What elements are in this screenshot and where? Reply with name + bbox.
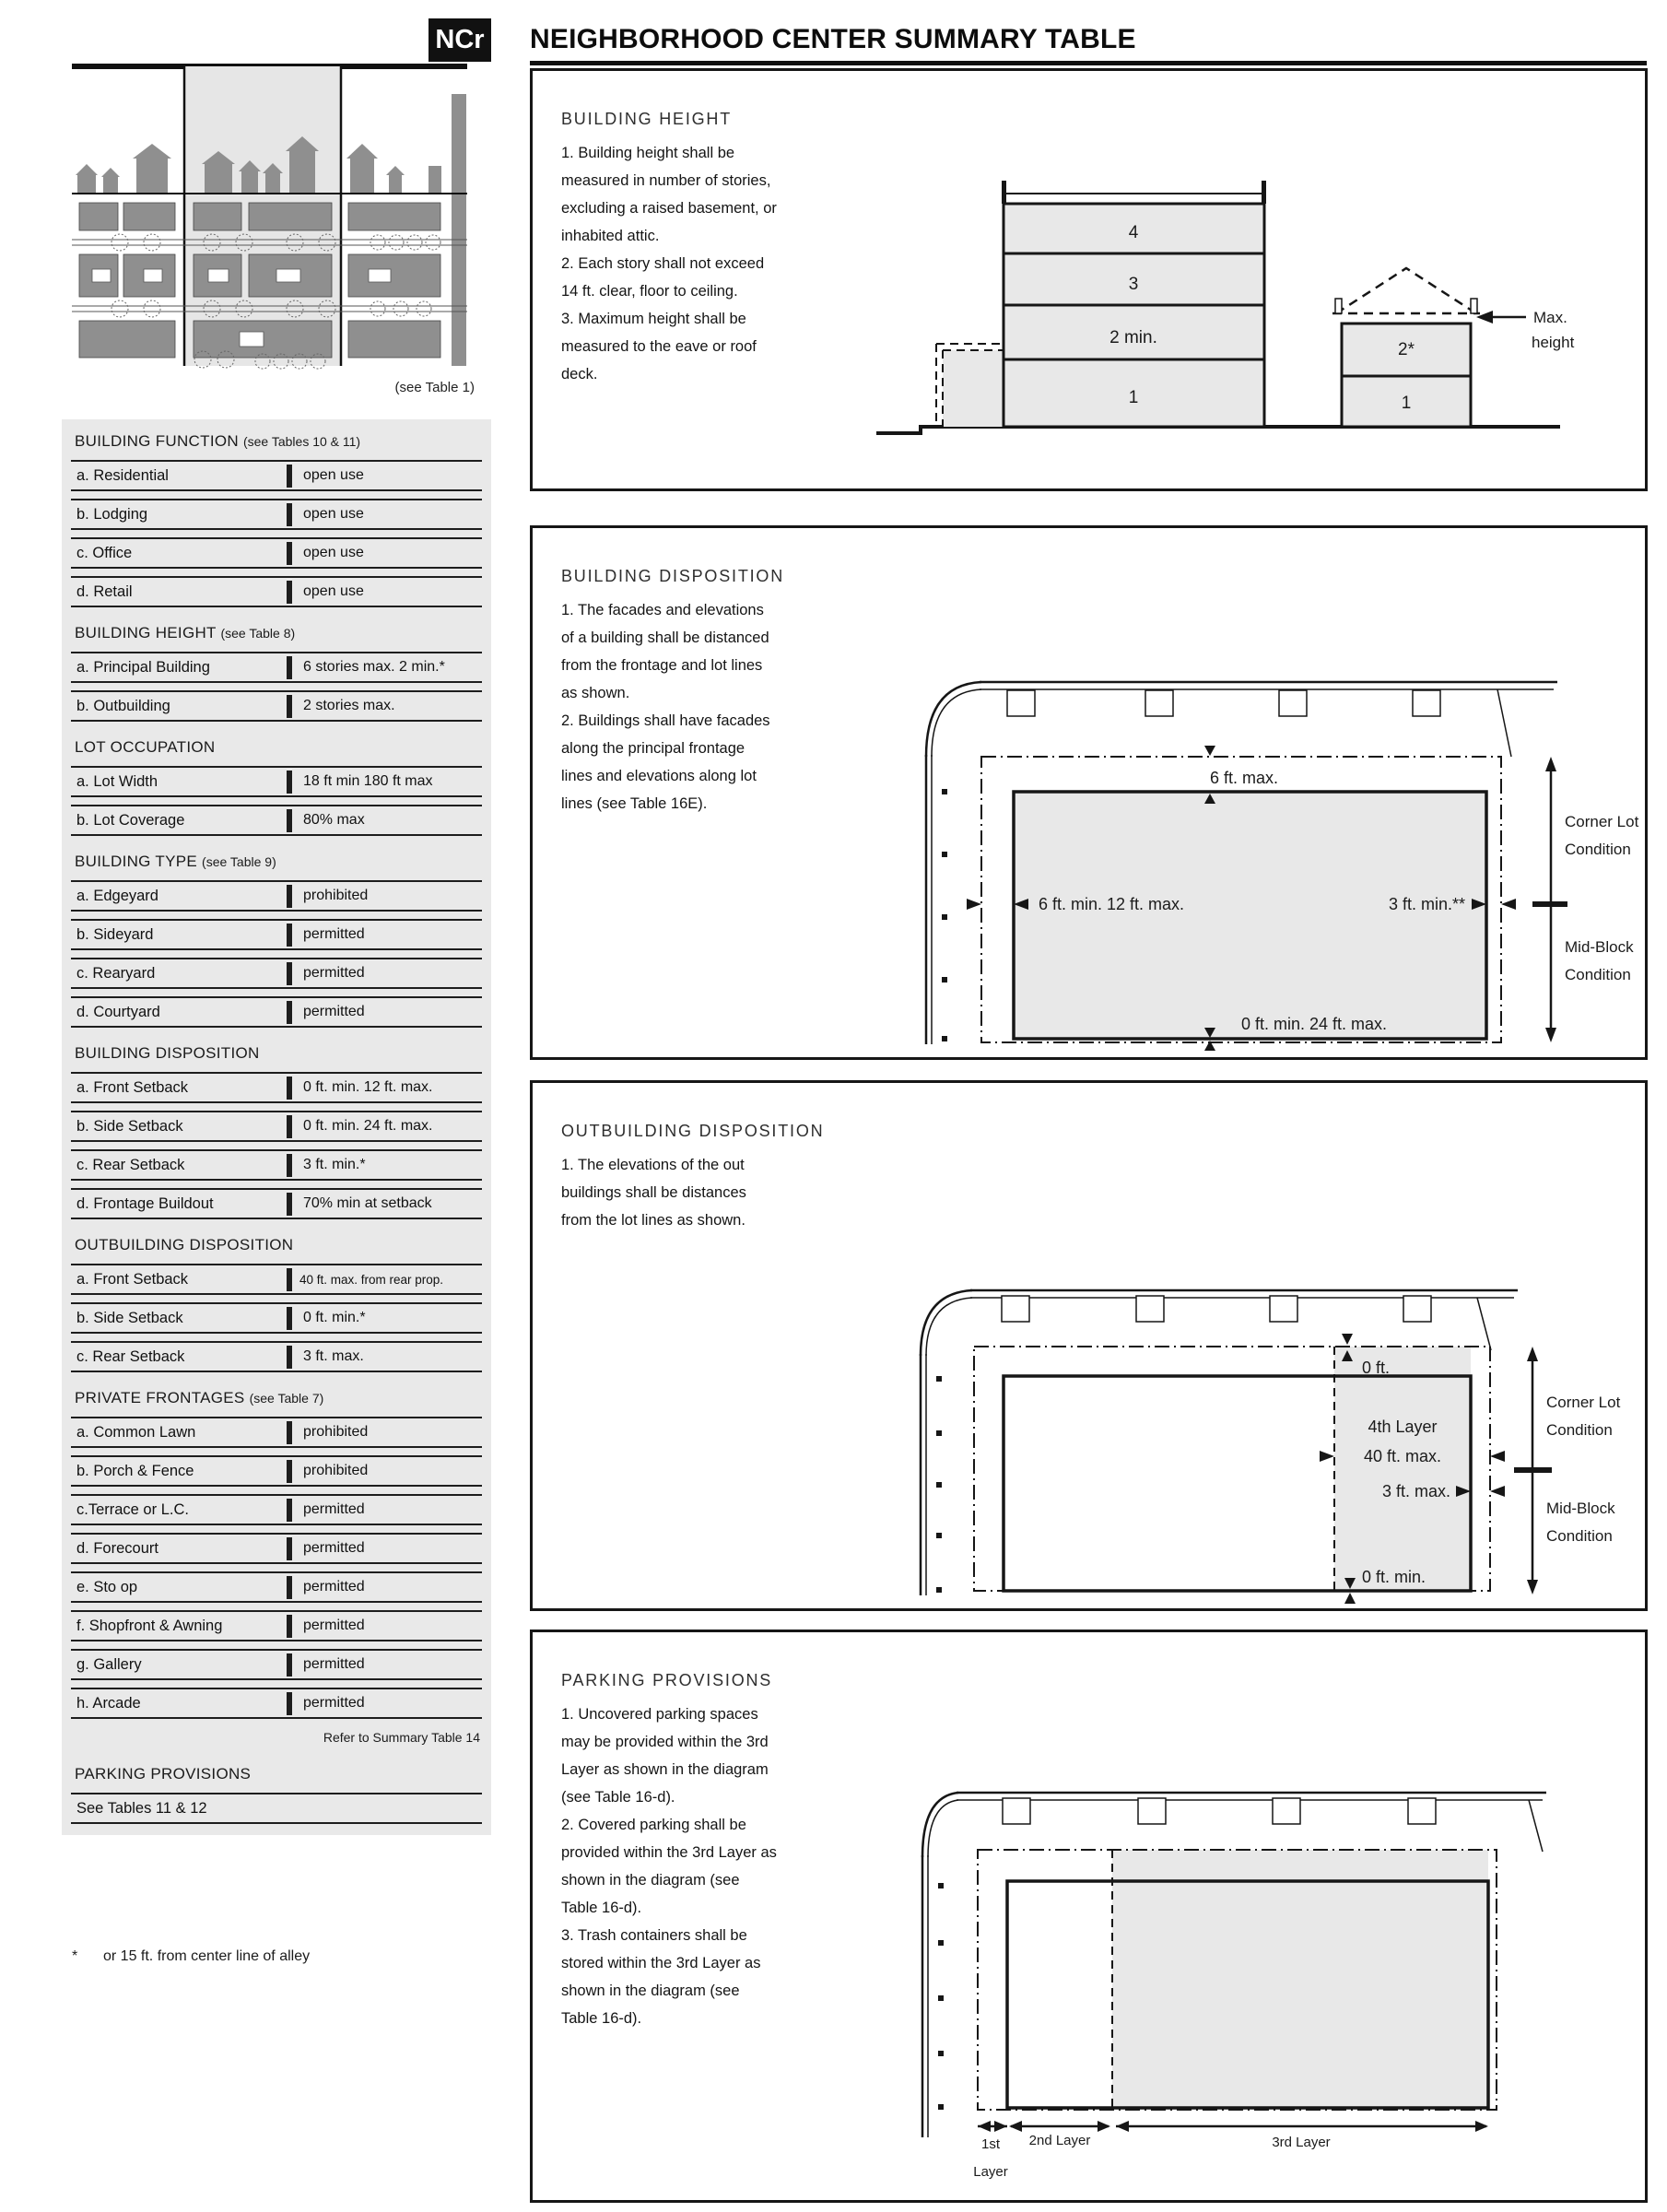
building-footprint bbox=[1014, 792, 1486, 1039]
text-item: 2. Each story shall not exceed 14 ft. clear, floor to ceiling. bbox=[561, 255, 765, 300]
table-row bbox=[71, 576, 482, 607]
table-row bbox=[71, 1793, 482, 1824]
row-label: d. Retail bbox=[76, 582, 133, 600]
table-row bbox=[71, 805, 482, 836]
curb-curve-inner bbox=[926, 1298, 972, 1356]
table-row bbox=[71, 652, 482, 683]
row-value: open use bbox=[303, 583, 364, 599]
mid-block-label: Mid-Block bbox=[1546, 1500, 1615, 1517]
second-layer-label: 2nd Layer bbox=[1028, 2133, 1091, 2148]
row-value: permitted bbox=[303, 965, 365, 981]
row-label: h. Arcade bbox=[76, 1694, 141, 1712]
arrow-down-icon bbox=[1545, 1028, 1556, 1042]
row-label: b. Lot Coverage bbox=[76, 811, 185, 829]
page-title: NEIGHBORHOOD CENTER SUMMARY TABLE bbox=[530, 24, 1136, 54]
table-row bbox=[71, 460, 482, 491]
row-value: 3 ft. max. bbox=[303, 1348, 364, 1364]
rear-setback-label: 3 ft. max. bbox=[1381, 1482, 1450, 1500]
row-value: 0 ft. min. 12 ft. max. bbox=[303, 1079, 433, 1095]
arrow-right-icon bbox=[967, 899, 981, 910]
table-row bbox=[71, 1494, 482, 1525]
text-item: 1. The facades and elevations of a building shall be distanced from the frontage and lot lines as shown. bbox=[561, 602, 769, 701]
story-label: 4 bbox=[1128, 223, 1139, 242]
alley-dots bbox=[936, 1376, 942, 1593]
corner-lot-label: Condition bbox=[1546, 1421, 1613, 1439]
row-value: 80% max bbox=[303, 812, 365, 828]
row-value: 18 ft min 180 ft max bbox=[303, 773, 433, 789]
row-label: b. Sideyard bbox=[76, 925, 154, 943]
rear-setback-label: 3 ft. min.** bbox=[1388, 895, 1465, 913]
alley-dots bbox=[942, 789, 947, 1041]
row-value: permitted bbox=[303, 1540, 365, 1556]
table-row bbox=[71, 1571, 482, 1603]
plan-caption: (see Table 1) bbox=[394, 380, 475, 395]
fourth-layer-label: 40 ft. max. bbox=[1363, 1447, 1442, 1465]
row-value: 2 stories max. bbox=[303, 698, 395, 713]
table-section-building-height bbox=[71, 624, 482, 722]
max-height-label: height bbox=[1532, 334, 1575, 351]
story-label: 3 bbox=[1128, 275, 1139, 294]
table-row bbox=[71, 958, 482, 989]
top-setback-label: 0 ft. bbox=[1362, 1359, 1391, 1377]
text-item: 3. Trash containers shall be stored within the 3rd Layer as shown in the diagram (see Table 16-d). bbox=[561, 1927, 761, 2027]
row-label: c. Rearyard bbox=[76, 964, 156, 982]
row-label: c. Rear Setback bbox=[76, 1156, 185, 1173]
row-value: prohibited bbox=[303, 888, 369, 903]
row-value: permitted bbox=[303, 1656, 365, 1672]
row-label: b. Side Setback bbox=[76, 1309, 183, 1326]
parapet-right bbox=[1262, 181, 1266, 204]
street-corner-slant bbox=[1477, 1298, 1491, 1350]
section-title: BUILDING FUNCTION (see Tables 10 & 11) bbox=[75, 432, 361, 450]
first-layer-label: 1st bbox=[980, 2136, 1001, 2152]
row-value: open use bbox=[303, 506, 364, 522]
row-value: 70% min at setback bbox=[303, 1195, 432, 1211]
arrow-down-icon bbox=[1342, 1334, 1353, 1345]
plan-tower bbox=[452, 94, 466, 366]
first-layer-label: Layer bbox=[973, 2164, 1008, 2180]
section-title: OUTBUILDING DISPOSITION bbox=[75, 1236, 294, 1253]
text-item: 1. The elevations of the out buildings shall be distances from the lot lines as shown. bbox=[561, 1157, 746, 1229]
mid-block-label: Mid-Block bbox=[1565, 938, 1634, 956]
row-value: permitted bbox=[303, 1618, 365, 1633]
summary-table bbox=[62, 419, 491, 1835]
section-heading: PARKING PROVISIONS bbox=[561, 1671, 773, 1689]
table-row bbox=[71, 1455, 482, 1487]
table-section-outbuilding-disposition bbox=[71, 1236, 482, 1372]
story-label: 2 min. bbox=[1109, 328, 1157, 347]
section-title: LOT OCCUPATION bbox=[75, 738, 216, 756]
outbuilding-disposition-diagram bbox=[533, 1083, 1645, 1608]
table-row bbox=[71, 1188, 482, 1219]
footnote-text: or 15 ft. from center line of alley bbox=[103, 1948, 311, 1964]
row-value: 0 ft. min. 24 ft. max. bbox=[303, 1118, 433, 1134]
footnote-marker: * bbox=[72, 1948, 78, 1964]
roof-dashed bbox=[1336, 268, 1476, 313]
title-rule bbox=[530, 61, 1647, 65]
max-height-label: Max. bbox=[1533, 309, 1567, 326]
parking-provisions-section bbox=[530, 1630, 1648, 2203]
basement bbox=[943, 350, 1005, 427]
arrow-down-icon bbox=[1527, 1580, 1538, 1594]
table-row bbox=[71, 1533, 482, 1564]
third-layer-zone bbox=[1112, 1850, 1488, 2108]
row-value: open use bbox=[303, 545, 364, 560]
row-label: e. Sto op bbox=[76, 1578, 138, 1595]
table-row bbox=[71, 766, 482, 797]
street-corner-slant bbox=[1497, 689, 1511, 757]
mid-block-label: Condition bbox=[1546, 1527, 1613, 1545]
frontages-footer: Refer to Summary Table 14 bbox=[323, 1730, 480, 1745]
bottom-setback-label: 0 ft. min. 24 ft. max. bbox=[1240, 1015, 1388, 1033]
mid-block-label: Condition bbox=[1565, 966, 1631, 983]
building-height-section bbox=[530, 68, 1648, 491]
row-value: permitted bbox=[303, 926, 365, 942]
section-title: BUILDING DISPOSITION bbox=[75, 1044, 260, 1062]
table-section-building-type bbox=[71, 853, 482, 1028]
text-item: 2. Covered parking shall be provided within the 3rd Layer as shown in the diagram (see Table 16-d). bbox=[561, 1817, 777, 1916]
story-label: 1 bbox=[1128, 388, 1139, 407]
table-row bbox=[71, 1688, 482, 1719]
table-row bbox=[71, 537, 482, 569]
row-label: d. Forecourt bbox=[76, 1539, 158, 1557]
row-label: a. Principal Building bbox=[76, 658, 210, 676]
arrow-right-icon bbox=[1320, 1451, 1334, 1462]
row-label: b. Lodging bbox=[76, 505, 148, 523]
row-value: 3 ft. min.* bbox=[303, 1157, 366, 1172]
bottom-setback-label: 0 ft. min. bbox=[1362, 1568, 1426, 1586]
text-item: 3. Maximum height shall be measured to the eave or roof deck. bbox=[561, 311, 757, 382]
table-row bbox=[71, 1417, 482, 1448]
section-title: PRIVATE FRONTAGES (see Table 7) bbox=[75, 1389, 324, 1406]
curb-curve-outer bbox=[921, 1290, 972, 1356]
alley-dots bbox=[938, 1883, 944, 2110]
building-height-diagram bbox=[533, 71, 1645, 488]
outbuilding-disposition-section bbox=[530, 1080, 1648, 1611]
table-row bbox=[71, 919, 482, 950]
building-disposition-diagram bbox=[533, 528, 1645, 1057]
table-row bbox=[71, 499, 482, 530]
arrow-down-icon bbox=[1204, 746, 1215, 756]
arrow-up-icon bbox=[1545, 757, 1556, 771]
row-value: prohibited bbox=[303, 1424, 369, 1440]
third-layer-label: 3rd Layer bbox=[1272, 2135, 1331, 2150]
table-row bbox=[71, 996, 482, 1028]
table-row bbox=[71, 1341, 482, 1372]
story-label: 1 bbox=[1401, 394, 1412, 413]
side-setback-label: 6 ft. min. 12 ft. max. bbox=[1039, 895, 1185, 913]
curb-curve-outer bbox=[926, 682, 981, 757]
row-label: b. Outbuilding bbox=[76, 697, 170, 714]
text-item: 1. Uncovered parking spaces may be provided within the 3rd Layer as shown in the diagram (see Table 16-d). bbox=[561, 1706, 769, 1806]
section-title: BUILDING TYPE (see Table 9) bbox=[75, 853, 276, 870]
table-row bbox=[71, 1610, 482, 1641]
arrow-left-icon bbox=[1501, 899, 1516, 910]
table-row bbox=[71, 1264, 482, 1295]
table-row bbox=[71, 1111, 482, 1142]
arrow-up-icon bbox=[1527, 1347, 1538, 1361]
table-section-building-function bbox=[71, 432, 482, 607]
table-section-parking-provisions bbox=[71, 1765, 482, 1824]
section-title: PARKING PROVISIONS bbox=[75, 1765, 252, 1783]
street-corner-slant bbox=[1529, 1800, 1543, 1852]
table-row bbox=[71, 1072, 482, 1103]
row-value: prohibited bbox=[303, 1463, 369, 1478]
row-label: a. Residential bbox=[76, 466, 169, 484]
row-value: See Tables 11 & 12 bbox=[76, 1799, 207, 1817]
curb-curve-inner bbox=[932, 689, 981, 757]
corner-lot-label: Corner Lot bbox=[1546, 1394, 1621, 1411]
arrow-left-icon bbox=[1490, 1486, 1505, 1497]
parapet-left bbox=[1002, 181, 1006, 204]
row-value: 6 stories max. 2 min.* bbox=[303, 659, 445, 675]
row-label: b. Side Setback bbox=[76, 1117, 183, 1135]
footnote bbox=[72, 1948, 310, 1965]
row-label: a. Lot Width bbox=[76, 772, 158, 790]
row-value: open use bbox=[303, 467, 364, 483]
table-row bbox=[71, 1149, 482, 1181]
corner-lot-label: Corner Lot bbox=[1565, 813, 1639, 830]
fourth-layer-label: 4th Layer bbox=[1368, 1418, 1438, 1436]
story-label: 2* bbox=[1398, 340, 1415, 359]
row-value: 0 ft. min.* bbox=[303, 1310, 366, 1325]
row-label: a. Edgeyard bbox=[76, 887, 158, 904]
row-value: permitted bbox=[303, 1695, 365, 1711]
row-label: c.Terrace or L.C. bbox=[76, 1500, 189, 1518]
table-section-private-frontages bbox=[71, 1389, 482, 1748]
table-row bbox=[71, 1302, 482, 1334]
parking-layers-diagram bbox=[533, 1632, 1645, 2200]
row-label: a. Common Lawn bbox=[76, 1423, 196, 1441]
row-label: b. Porch & Fence bbox=[76, 1462, 194, 1479]
row-label: c. Office bbox=[76, 544, 133, 561]
section-heading: OUTBUILDING DISPOSITION bbox=[561, 1122, 825, 1140]
row-label: d. Frontage Buildout bbox=[76, 1194, 214, 1212]
table-section-building-disposition bbox=[71, 1044, 482, 1219]
row-label: a. Front Setback bbox=[76, 1078, 189, 1096]
plan-illustration bbox=[65, 55, 475, 380]
section-heading: BUILDING HEIGHT bbox=[561, 110, 733, 128]
text-item: 2. Buildings shall have facades along the principal frontage lines and elevations along lot lines (see Table 16E). bbox=[561, 712, 770, 812]
street-trees bbox=[1002, 1296, 1431, 1322]
row-value: permitted bbox=[303, 1501, 365, 1517]
table-row bbox=[71, 690, 482, 722]
corner-lot-label: Condition bbox=[1565, 841, 1631, 858]
front-setback-label: 6 ft. max. bbox=[1209, 769, 1279, 787]
ncr-badge: NCr bbox=[428, 18, 491, 62]
row-label: f. Shopfront & Awning bbox=[76, 1617, 223, 1634]
arrow-left-icon bbox=[1490, 1451, 1505, 1462]
street-trees bbox=[1007, 690, 1440, 716]
text-item: 1. Building height shall be measured in number of stories, excluding a raised basement, or inhabited attic. bbox=[561, 145, 777, 244]
building-disposition-section bbox=[530, 525, 1648, 1060]
row-value: permitted bbox=[303, 1004, 365, 1019]
table-row bbox=[71, 880, 482, 912]
row-label: a. Front Setback bbox=[76, 1270, 189, 1288]
fourth-layer-zone bbox=[1334, 1347, 1471, 1591]
arrow-up-icon bbox=[1344, 1593, 1356, 1604]
table-row bbox=[71, 1649, 482, 1680]
table-section-lot-occupation bbox=[71, 738, 482, 836]
row-label: g. Gallery bbox=[76, 1655, 142, 1673]
street-trees bbox=[1003, 1798, 1436, 1824]
section-heading: BUILDING DISPOSITION bbox=[561, 567, 785, 585]
row-label: d. Courtyard bbox=[76, 1003, 160, 1020]
row-value: permitted bbox=[303, 1579, 365, 1594]
row-value: 40 ft. max. from rear prop. bbox=[299, 1272, 444, 1287]
row-label: c. Rear Setback bbox=[76, 1347, 185, 1365]
section-title: BUILDING HEIGHT (see Table 8) bbox=[75, 624, 296, 641]
